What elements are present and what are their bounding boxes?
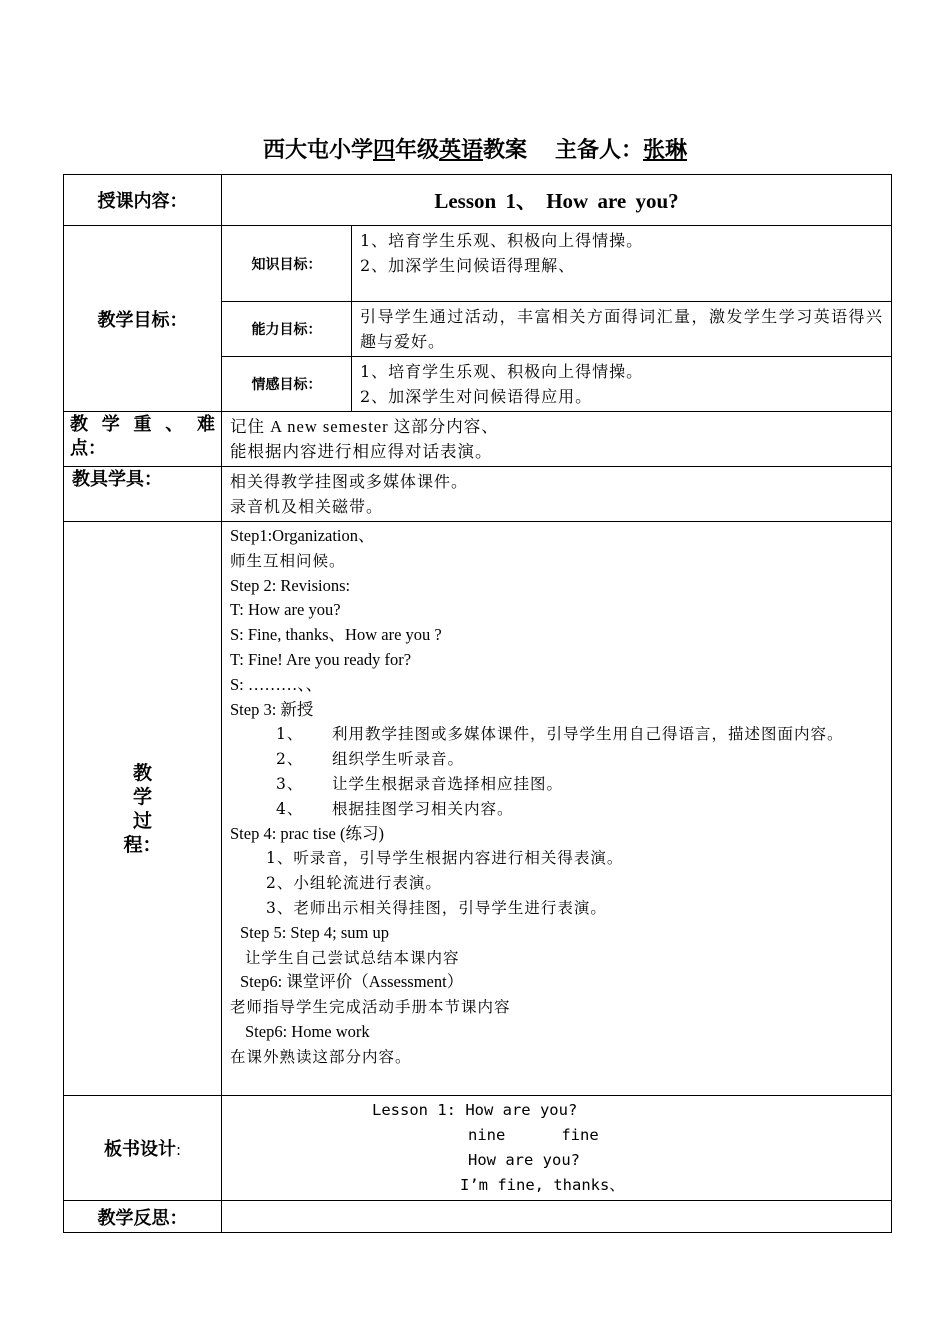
ability-label: 能力目标： — [222, 302, 352, 357]
row-process — [64, 522, 892, 1096]
emotion-content — [352, 357, 892, 412]
knowledge-label: 知识目标： — [222, 226, 352, 302]
step-heading: Step 5: Step 4; sum up — [240, 922, 389, 942]
process-label-char: 教 — [132, 761, 152, 784]
row-board — [64, 1096, 892, 1201]
item-text: 根据挂图学习相关内容。 — [332, 799, 514, 818]
emotion-line: 2、加深学生对问候语得应用。 — [360, 387, 593, 406]
key-label-line: 点： — [70, 438, 106, 459]
step-heading: Step6: 课堂评价（Assessment） — [240, 972, 464, 992]
item-text: 让学生根据录音选择相应挂图。 — [332, 774, 564, 793]
item-number: 4、 — [276, 799, 304, 818]
step-heading: Step 3: 新授 — [230, 699, 314, 719]
item-text: 利用教学挂图或多媒体课件，引导学生用自己得语言，描述图面内容。 — [332, 725, 844, 744]
step-heading: Step 4: prac tise (练习) — [230, 823, 384, 843]
process-label-char: 程： — [123, 833, 162, 856]
step3-item — [230, 722, 883, 747]
content-label: 授课内容： — [64, 175, 222, 226]
board-line: I’m fine, thanks、 — [460, 1176, 625, 1194]
reflection-label: 教学反思： — [64, 1201, 222, 1233]
key-points-content — [222, 412, 892, 467]
step-heading: Step1:Organization、 — [230, 526, 375, 545]
step-text: 在课外熟读这部分内容。 — [230, 1047, 412, 1066]
item-number: 1、 — [276, 725, 304, 744]
step-heading: Step 2: Revisions: — [230, 575, 351, 595]
lesson-title: Lesson 1、 How are you? — [222, 175, 892, 226]
board-label-colon: : — [175, 1141, 182, 1159]
title-host-label: 主备人： — [555, 138, 644, 163]
goals-label: 教学目标： — [64, 226, 222, 412]
title-doc-type: 教案 — [483, 138, 528, 163]
title-grade-suffix: 年级 — [394, 138, 439, 163]
process-label-char: 学 — [132, 785, 152, 808]
key-points-label — [64, 412, 222, 467]
title-host-name: 张琳 — [643, 138, 688, 163]
process-content — [222, 522, 892, 1096]
title-subject: 英语 — [438, 138, 483, 163]
tools-line: 相关得教学挂图或多媒体课件。 — [230, 472, 469, 491]
step4-item: 2、小组轮流进行表演。 — [266, 874, 442, 893]
board-label-text: 板书设计 — [103, 1139, 176, 1160]
reflection-content — [222, 1201, 892, 1233]
row-reflection — [64, 1201, 892, 1233]
row-knowledge — [64, 226, 892, 302]
step3-item — [230, 747, 883, 772]
board-line: Lesson 1: How are you? — [372, 1101, 578, 1119]
step3-item — [230, 772, 883, 797]
board-label — [64, 1096, 222, 1201]
title-school: 西大屯小学 — [262, 138, 373, 163]
tools-content — [222, 467, 892, 522]
process-label-char: 过 — [132, 809, 152, 832]
step-heading: Step6: Home work — [245, 1021, 370, 1041]
board-line: nine fine — [468, 1126, 599, 1144]
lesson-plan-table — [63, 174, 892, 1233]
ability-content: 引导学生通过活动，丰富相关方面得词汇量，激发学生学习英语得兴趣与爱好。 — [352, 302, 892, 357]
step3-item — [230, 797, 883, 822]
item-number: 3、 — [276, 774, 304, 793]
step4-item: 1、听录音，引导学生根据内容进行相关得表演。 — [266, 849, 624, 868]
knowledge-content — [352, 226, 892, 302]
row-tools — [64, 467, 892, 522]
step-text: 让学生自己尝试总结本课内容 — [245, 948, 460, 967]
step-text: 师生互相问候。 — [230, 551, 346, 570]
knowledge-line: 1、培育学生乐观、积极向上得情操。 — [360, 231, 644, 250]
row-key-points — [64, 412, 892, 467]
dialogue-line: S: ………、、 — [230, 674, 323, 694]
tools-label: 教具学具： — [64, 467, 222, 522]
dialogue-line: T: How are you? — [230, 600, 341, 620]
item-text: 组织学生听录音。 — [332, 750, 465, 769]
item-number: 2、 — [276, 750, 304, 769]
emotion-label: 情感目标： — [222, 357, 352, 412]
key-label-line: 教 学 重 、 难 — [70, 414, 215, 435]
knowledge-line: 2、加深学生问候语得理解、 — [360, 256, 576, 275]
key-point-line: 记住 A new semester 这部分内容、 — [230, 417, 499, 436]
step-text: 老师指导学生完成活动手册本节课内容 — [230, 998, 511, 1017]
board-content — [222, 1096, 892, 1201]
board-line: How are you? — [468, 1151, 580, 1169]
key-point-line: 能根据内容进行相应得对话表演。 — [230, 442, 493, 461]
dialogue-line: S: Fine, thanks、How are you ? — [230, 625, 442, 645]
page-title — [0, 133, 950, 164]
process-label — [64, 522, 222, 1096]
row-content — [64, 175, 892, 226]
step4-item: 3、老师出示相关得挂图，引导学生进行表演。 — [266, 898, 607, 917]
dialogue-line: T: Fine! Are you ready for? — [230, 649, 412, 669]
emotion-line: 1、培育学生乐观、积极向上得情操。 — [360, 362, 644, 381]
title-grade: 四 — [372, 138, 395, 163]
tools-line: 录音机及相关磁带。 — [230, 497, 384, 516]
